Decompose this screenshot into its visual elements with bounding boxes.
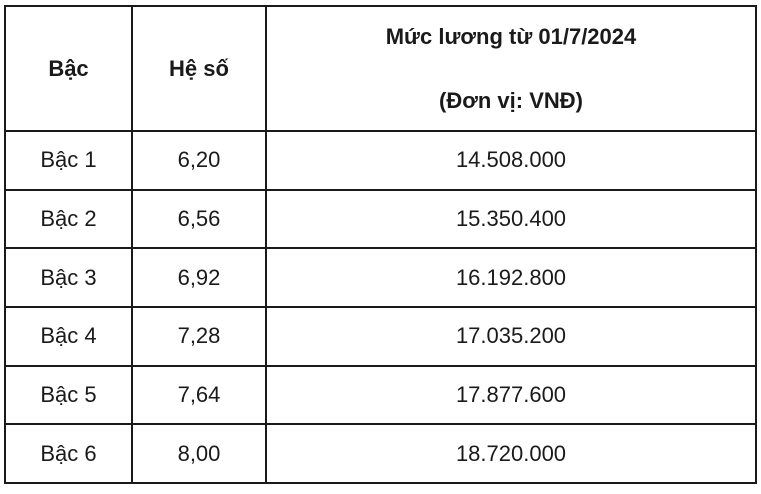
cell-muc-luong: 16.192.800 xyxy=(266,248,756,307)
table-row xyxy=(5,424,756,483)
cell-muc-luong: 17.877.600 xyxy=(266,366,756,425)
cell-muc-luong: 15.350.400 xyxy=(266,190,756,249)
table-row xyxy=(5,366,756,425)
cell-muc-luong: 17.035.200 xyxy=(266,307,756,366)
header-muc-luong-lines xyxy=(267,24,755,114)
cell-bac: Bậc 2 xyxy=(5,190,132,249)
cell-he-so: 7,64 xyxy=(132,366,266,425)
cell-bac: Bậc 1 xyxy=(5,131,132,190)
cell-muc-luong: 14.508.000 xyxy=(266,131,756,190)
cell-muc-luong: 18.720.000 xyxy=(266,424,756,483)
table-header-row xyxy=(5,6,756,131)
header-he-so: Hệ số xyxy=(132,6,266,131)
cell-he-so: 6,20 xyxy=(132,131,266,190)
cell-bac: Bậc 3 xyxy=(5,248,132,307)
cell-he-so: 8,00 xyxy=(132,424,266,483)
salary-table xyxy=(4,5,757,484)
table-row xyxy=(5,190,756,249)
cell-he-so: 6,56 xyxy=(132,190,266,249)
cell-bac: Bậc 5 xyxy=(5,366,132,425)
cell-bac: Bậc 4 xyxy=(5,307,132,366)
cell-bac: Bậc 6 xyxy=(5,424,132,483)
header-muc-luong xyxy=(266,6,756,131)
cell-he-so: 6,92 xyxy=(132,248,266,307)
header-bac: Bậc xyxy=(5,6,132,131)
table-row xyxy=(5,248,756,307)
header-muc-luong-unit: (Đơn vị: VNĐ) xyxy=(439,87,583,113)
header-muc-luong-title: Mức lương từ 01/7/2024 xyxy=(385,23,637,49)
table-row xyxy=(5,307,756,366)
table-row xyxy=(5,131,756,190)
cell-he-so: 7,28 xyxy=(132,307,266,366)
